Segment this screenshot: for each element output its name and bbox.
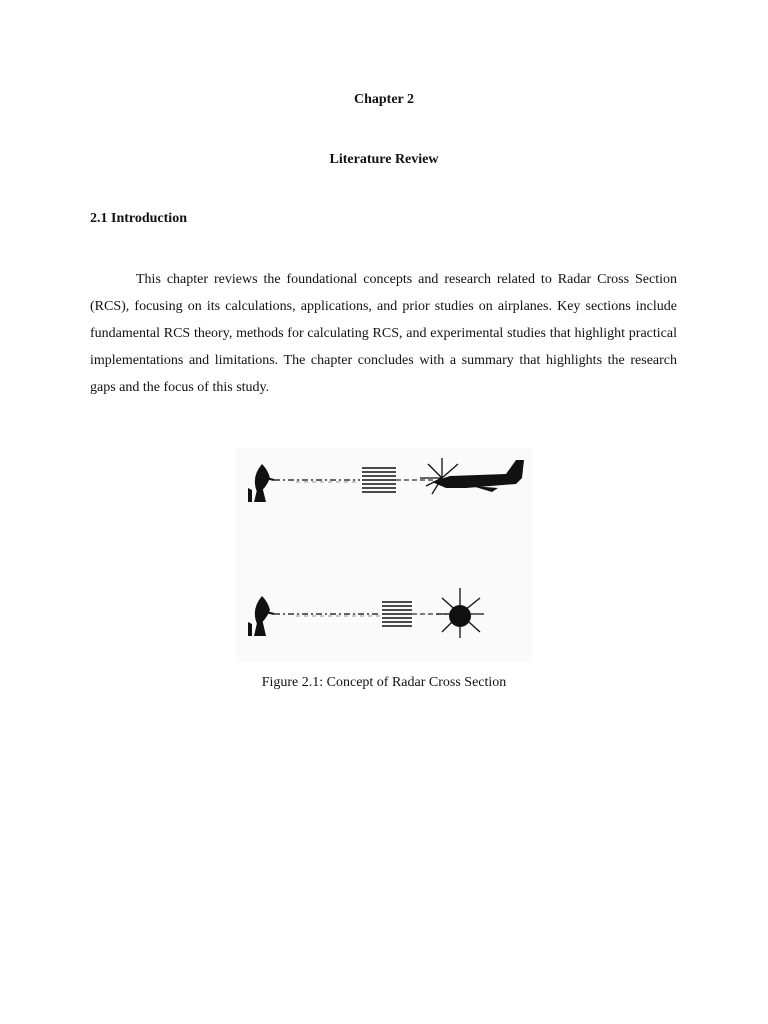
wavefront-lines [382,602,412,626]
chapter-title: Chapter 2 [353,92,415,107]
sphere-icon [449,605,471,627]
intro-paragraph: This chapter reviews the foundational concepts and research related to Radar Cross Section (RCS), focusing on its calculations, applications, and prior studies on airplanes. Key sections include fundamental RCS theory, methods for calculating RCS, and experimental studies that highlight practical implementations and limitations. The chapter concludes with a summary that highlights the research gaps and the focus of this study. [90,272,677,395]
wavefront-lines [362,468,396,492]
chapter-subtitle: Literature Review [329,152,439,167]
radar-dish-icon [248,464,274,502]
rcs-concept-figure [236,448,532,662]
rcs-concept-illustration [236,448,532,662]
figure-caption: Figure 2.1: Concept of Radar Cross Section [261,675,507,690]
transmit-beam [274,614,380,616]
section-heading: 2.1 Introduction [90,211,187,226]
airplane-icon [432,460,524,492]
transmit-beam [274,480,360,482]
radar-dish-icon [248,596,274,636]
top-panel [248,458,524,502]
bottom-panel [248,588,484,638]
